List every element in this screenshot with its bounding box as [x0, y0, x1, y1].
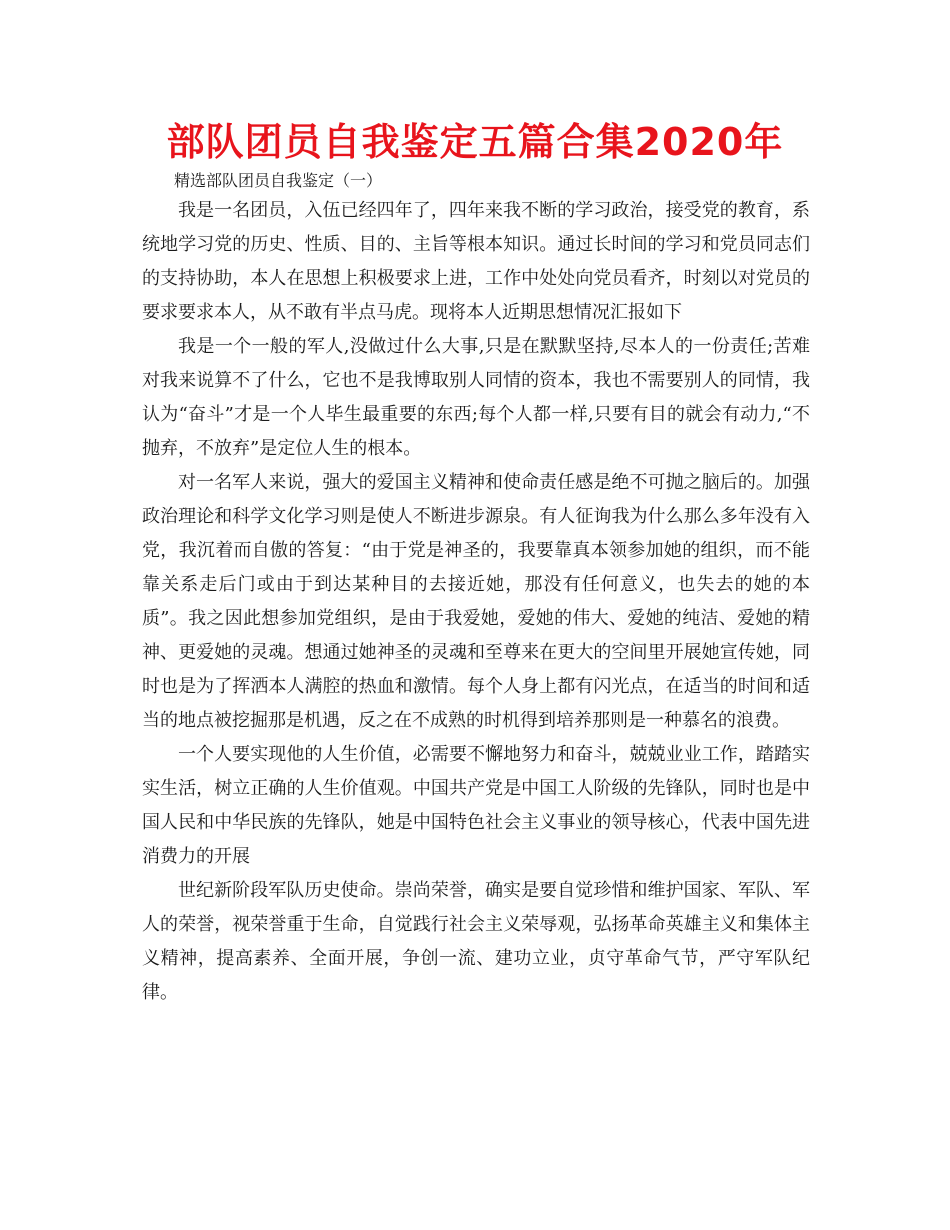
- body-paragraph-3: 对一名军人来说，强大的爱国主义精神和使命责任感是绝不可抛之脑后的。加强政治理论和科学文化学习则是使人不断进步源泉。有人征询我为什么那么多年没有入党，我沉着而自傲的答复：“由于党是神圣的，我要靠真本领参加她的组织，而不能靠关系走后门或由于到达某种目的去接近她，那没有任何意义，也失去的她的本质”。我之因此想参加党组织，是由于我爱她，爱她的伟大、爱她的纯洁、爱她的精神、更爱她的灵魂。想通过她神圣的灵魂和至尊来在更大的空间里开展她宣传她，同时也是为了挥洒本人满腔的热血和激情。每个人身上都有闪光点，在适当的时间和适当的地点被挖掘那是机遇，反之在不成熟的时机得到培养那则是一种慕名的浪费。: [142, 472, 810, 731]
- body-paragraph-1: 我是一名团员，入伍已经四年了，四年来我不断的学习政治，接受党的教育，系统地学习党的历史、性质、目的、主旨等根本知识。通过长时间的学习和党员同志们的支持协助，本人在思想上积极要求上进，工作中处处向党员看齐，时刻以对党员的要求要求本人，从不敢有半点马虎。现将本人近期思想情况汇报如下: [142, 200, 810, 323]
- body-paragraph-4: 一个人要实现他的人生价值，必需要不懈地努力和奋斗，兢兢业业工作，踏踏实实生活，树立正确的人生价值观。中国共产党是中国工人阶级的先锋队，同时也是中国人民和中华民族的先锋队，她是中国特色社会主义事业的领导核心，代表中国先进消费力的开展: [142, 744, 810, 867]
- document-body: [142, 168, 810, 1010]
- body-paragraph-5: 世纪新阶段军队历史使命。崇尚荣誉，确实是要自觉珍惜和维护国家、军队、军人的荣誉，视荣誉重于生命，自觉践行社会主义荣辱观，弘扬革命英雄主义和集体主义精神，提高素养、全面开展，争创一流、建功立业，贞守革命气节，严守军队纪律。: [142, 880, 810, 1003]
- document-title: 部队团员自我鉴定五篇合集2020年: [166, 120, 784, 164]
- section-subtitle: 精选部队团员自我鉴定（一）: [174, 171, 383, 190]
- body-paragraph-2: 我是一个一般的军人,没做过什么大事,只是在默默坚持,尽本人的一份责任;苦难对我来说算不了什么，它也不是我博取别人同情的资本，我也不需要别人的同情，我认为“奋斗”才是一个人毕生最重要的东西;每个人都一样,只要有目的就会有动力,“不抛弃，不放弃”是定位人生的根本。: [142, 336, 810, 459]
